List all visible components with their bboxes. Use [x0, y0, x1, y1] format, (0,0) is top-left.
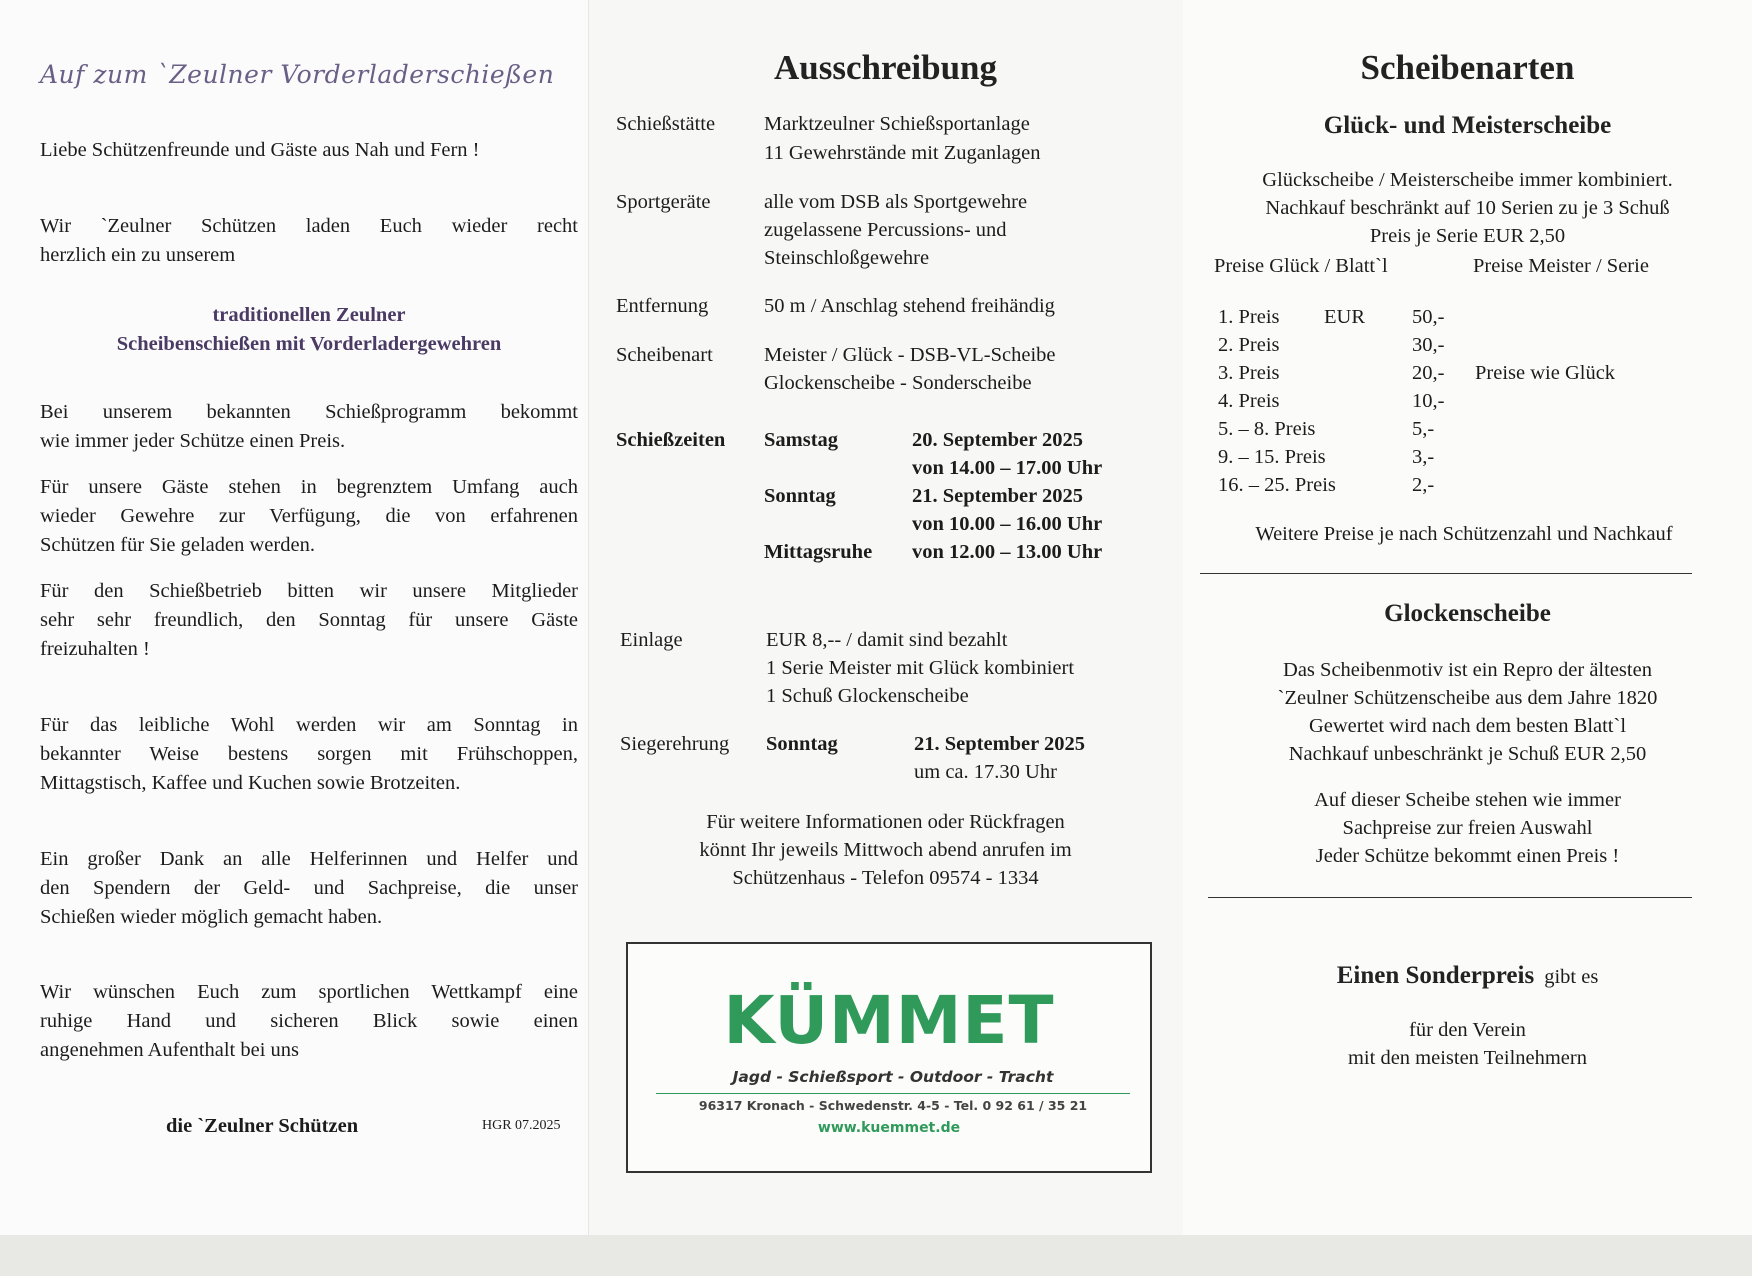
- prize-place: 3. Preis: [1218, 362, 1280, 384]
- target-type-line-1: Meister / Glück - DSB-VL-Scheibe: [764, 344, 1056, 366]
- prize-place: 5. – 8. Preis: [1218, 418, 1316, 440]
- prize-amount: 2,-: [1412, 474, 1435, 496]
- wish-line-3: angenehmen Aufenthalt bei uns: [40, 1039, 300, 1061]
- ceremony-label: Siegerehrung: [620, 733, 730, 755]
- members-line-3: freizuhalten !: [40, 638, 150, 660]
- fee-line-3: 1 Schuß Glockenscheibe: [766, 685, 969, 707]
- gluck-line-3: Preis je Serie EUR 2,50: [1369, 225, 1566, 247]
- invite-line-1: Wir `Zeulner Schützen laden Euch wieder recht: [40, 215, 578, 237]
- sonderpreis-heading-row: [1183, 962, 1752, 992]
- prize-amount: 20,-: [1412, 362, 1445, 384]
- members-line-1: Für den Schießbetrieb bitten wir unsere Mitglieder: [40, 580, 578, 602]
- distance-value: 50 m / Anschlag stehend freihändig: [764, 295, 1055, 317]
- contact-line-1: Für weitere Informationen oder Rückfragen: [706, 811, 1065, 833]
- prize-place: 2. Preis: [1218, 334, 1280, 356]
- gluck-line-1: Glückscheibe / Meisterscheibe immer kombiniert.: [1262, 169, 1673, 191]
- prizes-gluck-header: Preise Glück / Blatt`l: [1214, 255, 1388, 277]
- event-name-line-2: Scheibenschießen mit Vorderladergewehren: [116, 333, 502, 355]
- sponsor-divider: [656, 1093, 1130, 1094]
- prize-place: 1. Preis: [1218, 306, 1280, 328]
- saturday-time: von 14.00 – 17.00 Uhr: [912, 457, 1103, 479]
- prize-amount: 30,-: [1412, 334, 1445, 356]
- greeting: Liebe Schützenfreunde und Gäste aus Nah und Fern !: [40, 139, 480, 161]
- event-name-line-1: traditionellen Zeulner: [212, 304, 406, 326]
- wish-line-2: ruhige Hand und sicheren Blick sowie einen: [40, 1010, 578, 1032]
- guests-line-2: wieder Gewehre zur Verfügung, die von erfahrenen: [40, 505, 578, 527]
- fee-line-2: 1 Serie Meister mit Glück kombiniert: [766, 657, 1075, 679]
- fee-line-1: EUR 8,-- / damit sind bezahlt: [766, 629, 1008, 651]
- thanks-line-3: Schießen wieder möglich gemacht haben.: [40, 906, 383, 928]
- left-panel: [0, 0, 588, 1235]
- invite-line-2: herzlich ein zu unserem: [40, 244, 236, 266]
- ceremony-day: Sonntag: [766, 733, 838, 755]
- distance-label: Entfernung: [616, 295, 709, 317]
- sonderpreis-line-2: mit den meisten Teilnehmern: [1347, 1047, 1587, 1069]
- prize-place: 16. – 25. Preis: [1218, 474, 1336, 496]
- ausschreibung-title: Ausschreibung: [773, 48, 998, 87]
- food-line-1: Für das leibliche Wohl werden wir am Sonntag in: [40, 714, 578, 736]
- glocken-line-1: Das Scheibenmotiv ist ein Repro der ältesten: [1283, 659, 1652, 681]
- glocken-line-2: `Zeulner Schützenscheibe aus dem Jahre 1820: [1277, 687, 1658, 709]
- master-prizes-note: Preise wie Glück: [1475, 362, 1616, 384]
- gluck-footer: Weitere Preise je nach Schützenzahl und Nachkauf: [1255, 523, 1673, 545]
- guests-line-3: Schützen für Sie geladen werden.: [40, 534, 315, 556]
- gluck-heading: Glück- und Meisterscheibe: [1323, 112, 1612, 139]
- sonderpreis-line-1: für den Verein: [1409, 1019, 1526, 1041]
- program-line-1: Bei unserem bekannten Schießprogramm bekommt: [40, 401, 578, 423]
- equipment-line-1: alle vom DSB als Sportgewehre: [764, 191, 1028, 213]
- glocken-heading: Glockenscheibe: [1384, 600, 1551, 627]
- wish-line-1: Wir wünschen Euch zum sportlichen Wettkampf eine: [40, 981, 578, 1003]
- divider: [1200, 573, 1692, 574]
- target-type-line-2: Glockenscheibe - Sonderscheibe: [764, 372, 1032, 394]
- equipment-label: Sportgeräte: [616, 191, 711, 213]
- food-line-3: Mittagstisch, Kaffee und Kuchen sowie Brotzeiten.: [40, 772, 461, 794]
- sonderpreis-heading: Einen Sonderpreis: [1336, 962, 1535, 989]
- prize-currency: EUR: [1324, 306, 1365, 328]
- break-label: Mittagsruhe: [764, 541, 873, 563]
- thanks-line-1: Ein großer Dank an alle Helferinnen und Helfer und: [40, 848, 578, 870]
- gluck-line-2: Nachkauf beschränkt auf 10 Serien zu je 3 Schuß: [1265, 197, 1670, 219]
- sponsor-tagline: Jagd - Schießsport - Outdoor - Tracht: [732, 1068, 1054, 1086]
- scheibenarten-title: Scheibenarten: [1360, 48, 1575, 87]
- food-line-2: bekannter Weise bestens sorgen mit Frühschoppen,: [40, 743, 578, 765]
- contact-line-2: könnt Ihr jeweils Mittwoch abend anrufen im: [699, 839, 1072, 861]
- sunday-date: 21. September 2025: [912, 485, 1084, 507]
- guests-line-1: Für unsere Gäste stehen in begrenztem Umfang auch: [40, 476, 578, 498]
- prize-amount: 3,-: [1412, 446, 1435, 468]
- fee-label: Einlage: [620, 629, 683, 651]
- members-line-2: sehr sehr freundlich, den Sonntag für unsere Gäste: [40, 609, 578, 631]
- ceremony-date: 21. September 2025: [914, 733, 1086, 755]
- prize-amount: 5,-: [1412, 418, 1435, 440]
- glocken-prize-line-2: Sachpreise zur freien Auswahl: [1342, 817, 1593, 839]
- signature: die `Zeulner Schützen: [166, 1115, 359, 1137]
- prize-amount: 10,-: [1412, 390, 1445, 412]
- glocken-prize-line-1: Auf dieser Scheibe stehen wie immer: [1314, 789, 1621, 811]
- sponsor-logo: KÜMMET: [723, 982, 1055, 1059]
- program-line-2: wie immer jeder Schütze einen Preis.: [40, 430, 346, 452]
- prize-place: 4. Preis: [1218, 390, 1280, 412]
- sonderpreis-suffix: gibt es: [1544, 966, 1599, 988]
- sponsor-ad: [626, 942, 1152, 1173]
- sponsor-website[interactable]: www.kuemmet.de: [817, 1120, 961, 1136]
- prize-amount: 50,-: [1412, 306, 1445, 328]
- saturday-date: 20. September 2025: [912, 429, 1084, 451]
- document-code: HGR 07.2025: [482, 1118, 561, 1133]
- sunday-time: von 10.00 – 16.00 Uhr: [912, 513, 1103, 535]
- sponsor-address: 96317 Kronach - Schwedenstr. 4-5 - Tel. 0 92 61 / 35 21: [698, 1098, 1088, 1113]
- sunday-day: Sonntag: [764, 485, 836, 507]
- glocken-line-4: Nachkauf unbeschränkt je Schuß EUR 2,50: [1288, 743, 1647, 765]
- contact-line-3: Schützenhaus - Telefon 09574 - 1334: [732, 867, 1039, 889]
- ceremony-time: um ca. 17.30 Uhr: [914, 761, 1057, 783]
- times-label: Schießzeiten: [616, 429, 726, 451]
- glocken-line-3: Gewertet wird nach dem besten Blatt`l: [1308, 715, 1627, 737]
- saturday-day: Samstag: [764, 429, 839, 451]
- break-time: von 12.00 – 13.00 Uhr: [912, 541, 1103, 563]
- scan-edge: [0, 1235, 1752, 1276]
- thanks-line-2: den Spendern der Geld- und Sachpreise, die unser: [40, 877, 578, 899]
- location-line-1: Marktzeulner Schießsportanlage: [764, 113, 1030, 135]
- location-line-2: 11 Gewehrstände mit Zuganlagen: [764, 142, 1041, 164]
- divider: [1208, 897, 1692, 898]
- prize-place: 9. – 15. Preis: [1218, 446, 1326, 468]
- prizes-master-header: Preise Meister / Serie: [1473, 255, 1649, 277]
- script-heading: Auf zum `Zeulner Vorderladerschießen: [40, 60, 555, 89]
- equipment-line-2: zugelassene Percussions- und: [764, 219, 1007, 241]
- glocken-prize-line-3: Jeder Schütze bekommt einen Preis !: [1315, 845, 1620, 867]
- equipment-line-3: Steinschloßgewehre: [764, 247, 930, 269]
- target-type-label: Scheibenart: [616, 344, 713, 366]
- location-label: Schießstätte: [616, 113, 716, 135]
